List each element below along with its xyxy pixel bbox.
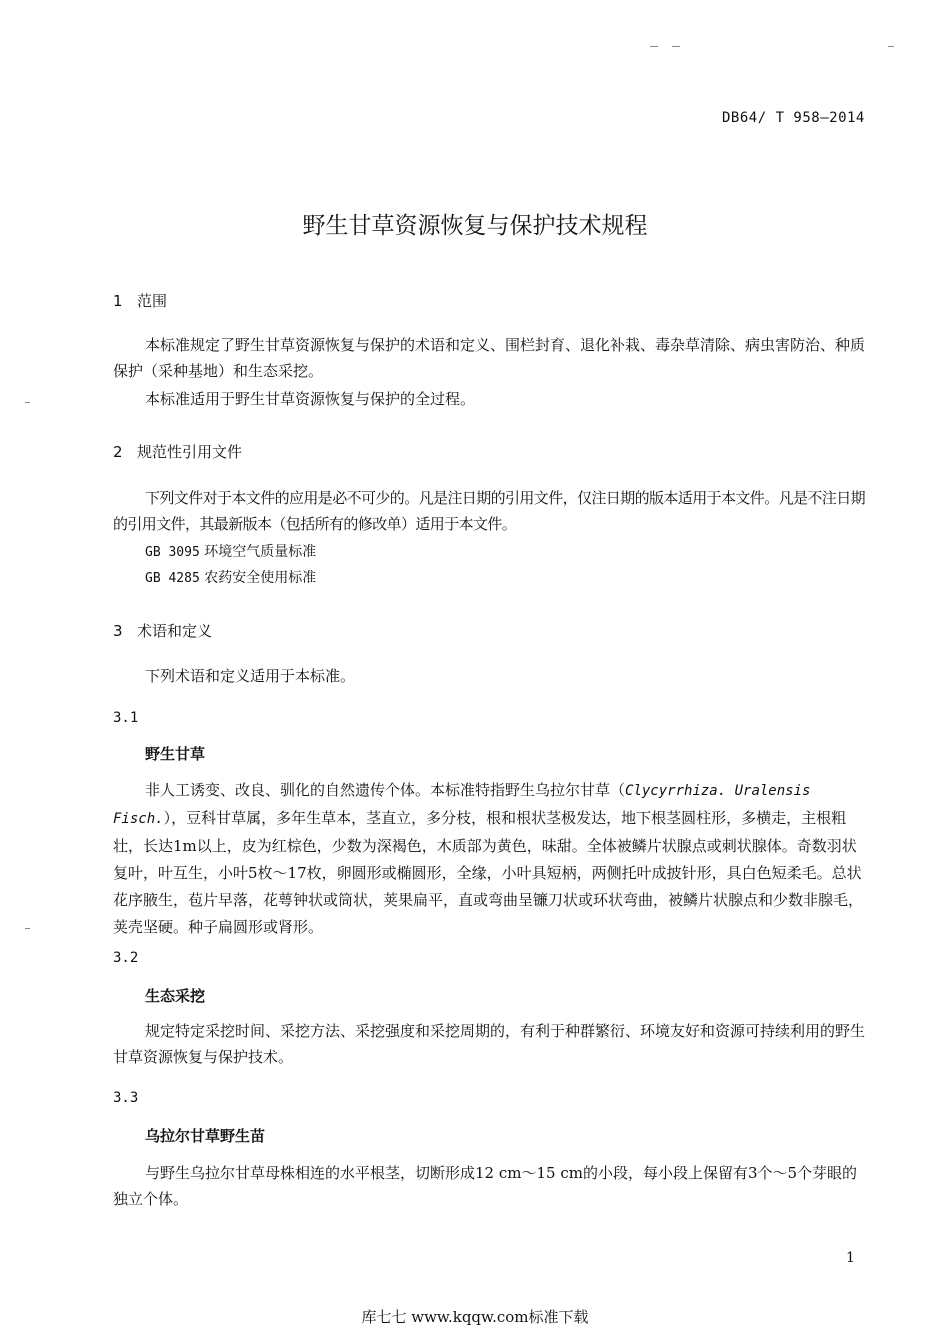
section-number: 2 (113, 443, 123, 461)
latin-name: Clycyrrhiza. Uralensis Fisch. (113, 783, 811, 827)
term-definition: 规定特定采挖时间、采挖方法、采挖强度和采挖周期的，有利于种群繁衍、环境友好和资源可持续利用的野生甘草资源恢复与保护技术。 (113, 1022, 866, 1066)
paragraph: 本标准规定了野生甘草资源恢复与保护的术语和定义、围栏封育、退化补栽、毒杂草清除、病虫害防治、种质保护（采种基地）和生态采挖。 (113, 336, 866, 380)
clause-number: 3.3 (113, 1090, 139, 1106)
footer-watermark: 库七七 www.kqqw.com标准下载 (361, 1308, 589, 1326)
section-title: 范围 (137, 292, 168, 310)
section-heading (113, 620, 212, 641)
section-number: 3 (113, 622, 123, 640)
reference-code: GB 4285 (145, 571, 200, 586)
reference-title: 农药安全使用标准 (204, 570, 317, 586)
paragraph: 下列术语和定义适用于本标准。 (145, 667, 356, 685)
clause-number: 3.2 (113, 950, 139, 966)
document-title: 野生甘草资源恢复与保护技术规程 (302, 213, 648, 239)
term-title: 野生甘草 (145, 745, 206, 763)
section-heading (113, 441, 242, 462)
paragraph: 本标准适用于野生甘草资源恢复与保护的全过程。 (145, 390, 476, 408)
clause-number: 3.1 (113, 710, 139, 726)
term-title: 乌拉尔甘草野生苗 (145, 1127, 266, 1145)
scan-mark (25, 928, 30, 929)
scan-mark (888, 46, 894, 47)
section-heading (113, 290, 167, 311)
standard-number: DB64/ T 958—2014 (722, 110, 865, 126)
section-title: 术语和定义 (137, 622, 213, 640)
definition-text: ），豆科甘草属，多年生草本，茎直立，多分枝，根和根状茎极发达，地下根茎圆柱形，多横走，主根粗壮，长达1m以上，皮为红棕色，少数为深褐色，木质部为黄色，味甜。全体被鳞片状腺点或刺状腺体。奇数羽状复叶，叶互生，小叶5枚～17枚，卵圆形或椭圆形，全缘，小叶具短柄，两侧托叶成披针形，具白色短柔毛。总状花序腋生，苞片早落，花萼钟状或筒状，荚果扁平，直或弯曲呈镰刀状或环状弯曲，被鳞片状腺点和少数非腺毛，荚壳坚硬。种子扁圆形或肾形。 (113, 809, 864, 936)
reference-item (145, 541, 316, 561)
page-number: 1 (846, 1250, 855, 1266)
scan-mark (650, 46, 658, 47)
reference-title: 环境空气质量标准 (204, 544, 317, 560)
reference-code: GB 3095 (145, 545, 200, 560)
section-title: 规范性引用文件 (137, 443, 243, 461)
term-definition (113, 777, 869, 941)
term-definition: 与野生乌拉尔甘草母株相连的水平根茎，切断形成12 cm～15 cm的小段，每小段上保留有3个～5个芽眼的独立个体。 (113, 1164, 858, 1208)
scan-mark (672, 46, 680, 47)
scan-mark (25, 402, 30, 403)
paragraph: 下列文件对于本文件的应用是必不可少的。凡是注日期的引用文件，仅注日期的版本适用于本文件。凡是不注日期的引用文件，其最新版本（包括所有的修改单）适用于本文件。 (113, 489, 866, 533)
definition-text: 非人工诱变、改良、驯化的自然遗传个体。本标准特指野生乌拉尔甘草（ (145, 781, 626, 799)
term-title: 生态采挖 (145, 987, 206, 1005)
reference-item (145, 567, 316, 587)
section-number: 1 (113, 292, 123, 310)
